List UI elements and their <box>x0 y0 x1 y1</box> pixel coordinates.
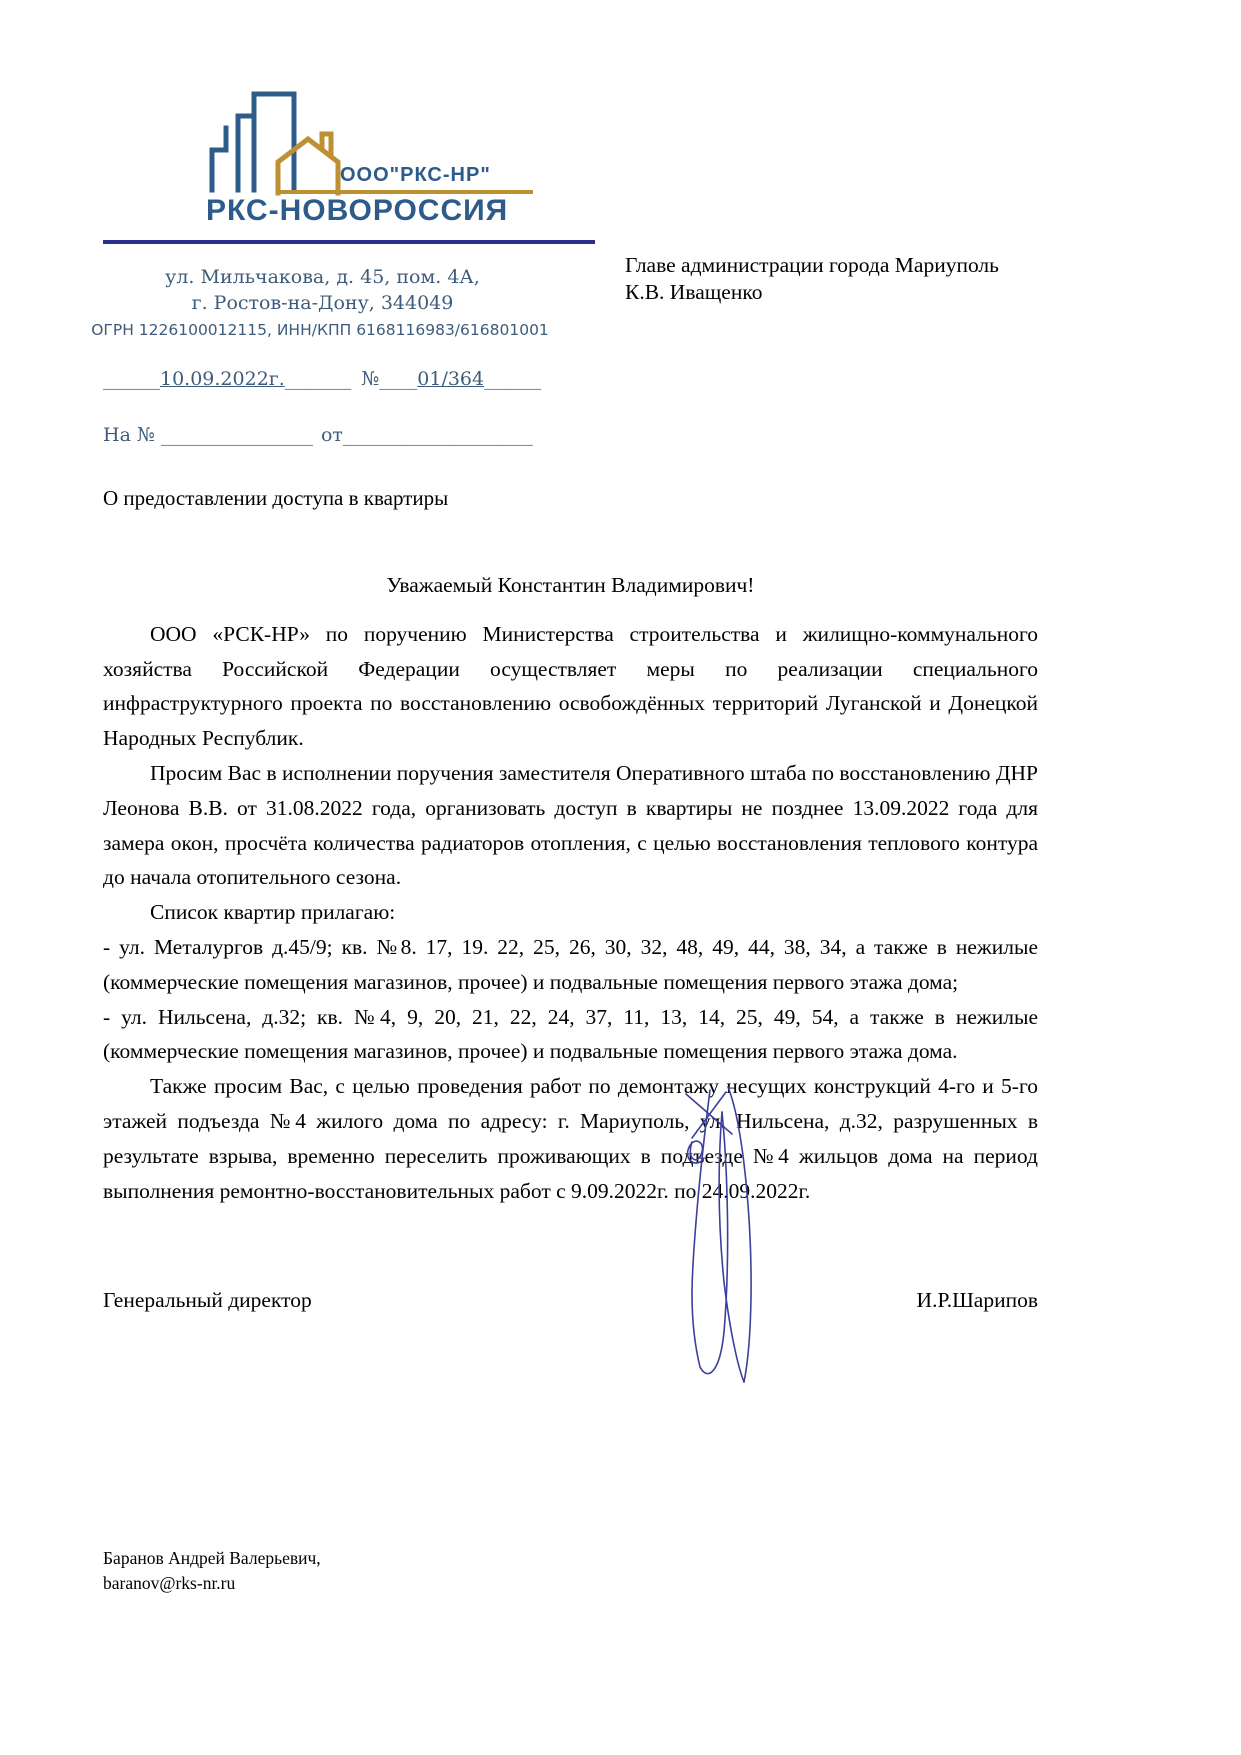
number-blank-prefix: ____ <box>379 368 418 390</box>
number-blank-suffix: ______ <box>484 368 542 390</box>
reply-reference-line <box>103 424 573 446</box>
company-logo <box>192 82 552 232</box>
number-label: № <box>361 368 380 390</box>
date-blank-prefix: ______ <box>103 368 160 390</box>
company-address-line1: ул. Мильчакова, д. 45, пом. 4А, <box>165 266 480 288</box>
reply-from-label: от <box>320 424 343 446</box>
company-name: РКС-НОВОРОССИЯ <box>206 194 509 227</box>
company-address-line2: г. Ростов-на-Дону, 344049 <box>191 292 454 314</box>
paragraph-request: Просим Вас в исполнении поручения заместителя Оперативного штаба по восстановлению ДНР Леонова В.В. от 31.08.2022 года, организовать доступ в квартиры не позднее 13.09.2022 года для замера окон, просчёта количества радиаторов отопления, с целью восстановления теплового контура до начала отопительного сезона. <box>103 760 1038 890</box>
executor-name: Баранов Андрей Валерьевич, <box>103 1548 321 1568</box>
paragraph-intro: ООО «РСК-НР» по поручению Министерства строительства и жилищно-коммунального хозяйства Российской Федерации осуществляет меры по реализации специального инфраструктурного проекта по восстановлению освобождённых территорий Луганской и Донецкой Народных Республик. <box>103 621 1038 751</box>
letter-body <box>103 568 1038 1208</box>
company-registration: ОГРН 1226100012115, ИНН/КПП 6168116983/616801001 <box>91 321 549 339</box>
letter-date: 10.09.2022г. <box>160 368 285 390</box>
reply-date-blank: ____________________ <box>342 424 533 446</box>
letter-number: 01/364 <box>417 368 485 390</box>
addressee-title: Главе администрации города Мариуполь <box>625 253 999 277</box>
executor-contact <box>103 1546 603 1596</box>
subject-line: О предоставлении доступа в квартиры <box>103 486 449 510</box>
reply-number-blank: ________________ <box>160 424 313 446</box>
signature-row <box>103 1288 1038 1313</box>
apartment-list-item-1: - ул. Металургов д.45/9; кв. №8. 17, 19. 22, 25, 26, 30, 32, 48, 49, 44, 38, 34, а также в нежилые (коммерческие помещения магазинов, прочее) и подвальные помещения первого этажа дома; <box>103 934 1038 994</box>
signatory-position: Генеральный директор <box>103 1288 312 1312</box>
addressee-name: К.В. Иващенко <box>625 280 763 304</box>
addressee-block <box>625 252 1105 306</box>
letterhead-divider <box>103 240 595 244</box>
reply-label: На № <box>103 424 155 446</box>
reference-line <box>103 368 573 390</box>
apartment-list-item-2: - ул. Нильсена, д.32; кв. №4, 9, 20, 21, 22, 24, 37, 11, 13, 14, 25, 49, 54, а также в нежилые (коммерческие помещения магазинов, прочее) и подвальные помещения первого этажа дома. <box>103 1004 1038 1064</box>
paragraph-relocation: Также просим Вас, с целью проведения работ по демонтажу несущих конструкций 4-го и 5-го этажей подъезда №4 жилого дома по адресу: г. Мариуполь, ул. Нильсена, д.32, разрушенных в результате взрыва, временно переселить проживающих в подъезде №4 жильцов дома на период выполнения ремонтно-восстановительных работ с 9.09.2022г. по 24.09.2022г. <box>103 1074 1038 1203</box>
company-short-name: ООО"РКС-НР" <box>340 164 491 186</box>
signatory-name: И.Р.Шарипов <box>916 1288 1038 1312</box>
apartment-list-intro: Список квартир прилагаю: <box>150 900 396 925</box>
executor-email: baranov@rks-nr.ru <box>103 1573 236 1593</box>
date-blank-suffix: _______ <box>284 368 352 390</box>
salutation: Уважаемый Константин Владимирович! <box>386 573 755 597</box>
signature-ink-icon <box>648 1082 848 1392</box>
company-address <box>100 264 545 316</box>
